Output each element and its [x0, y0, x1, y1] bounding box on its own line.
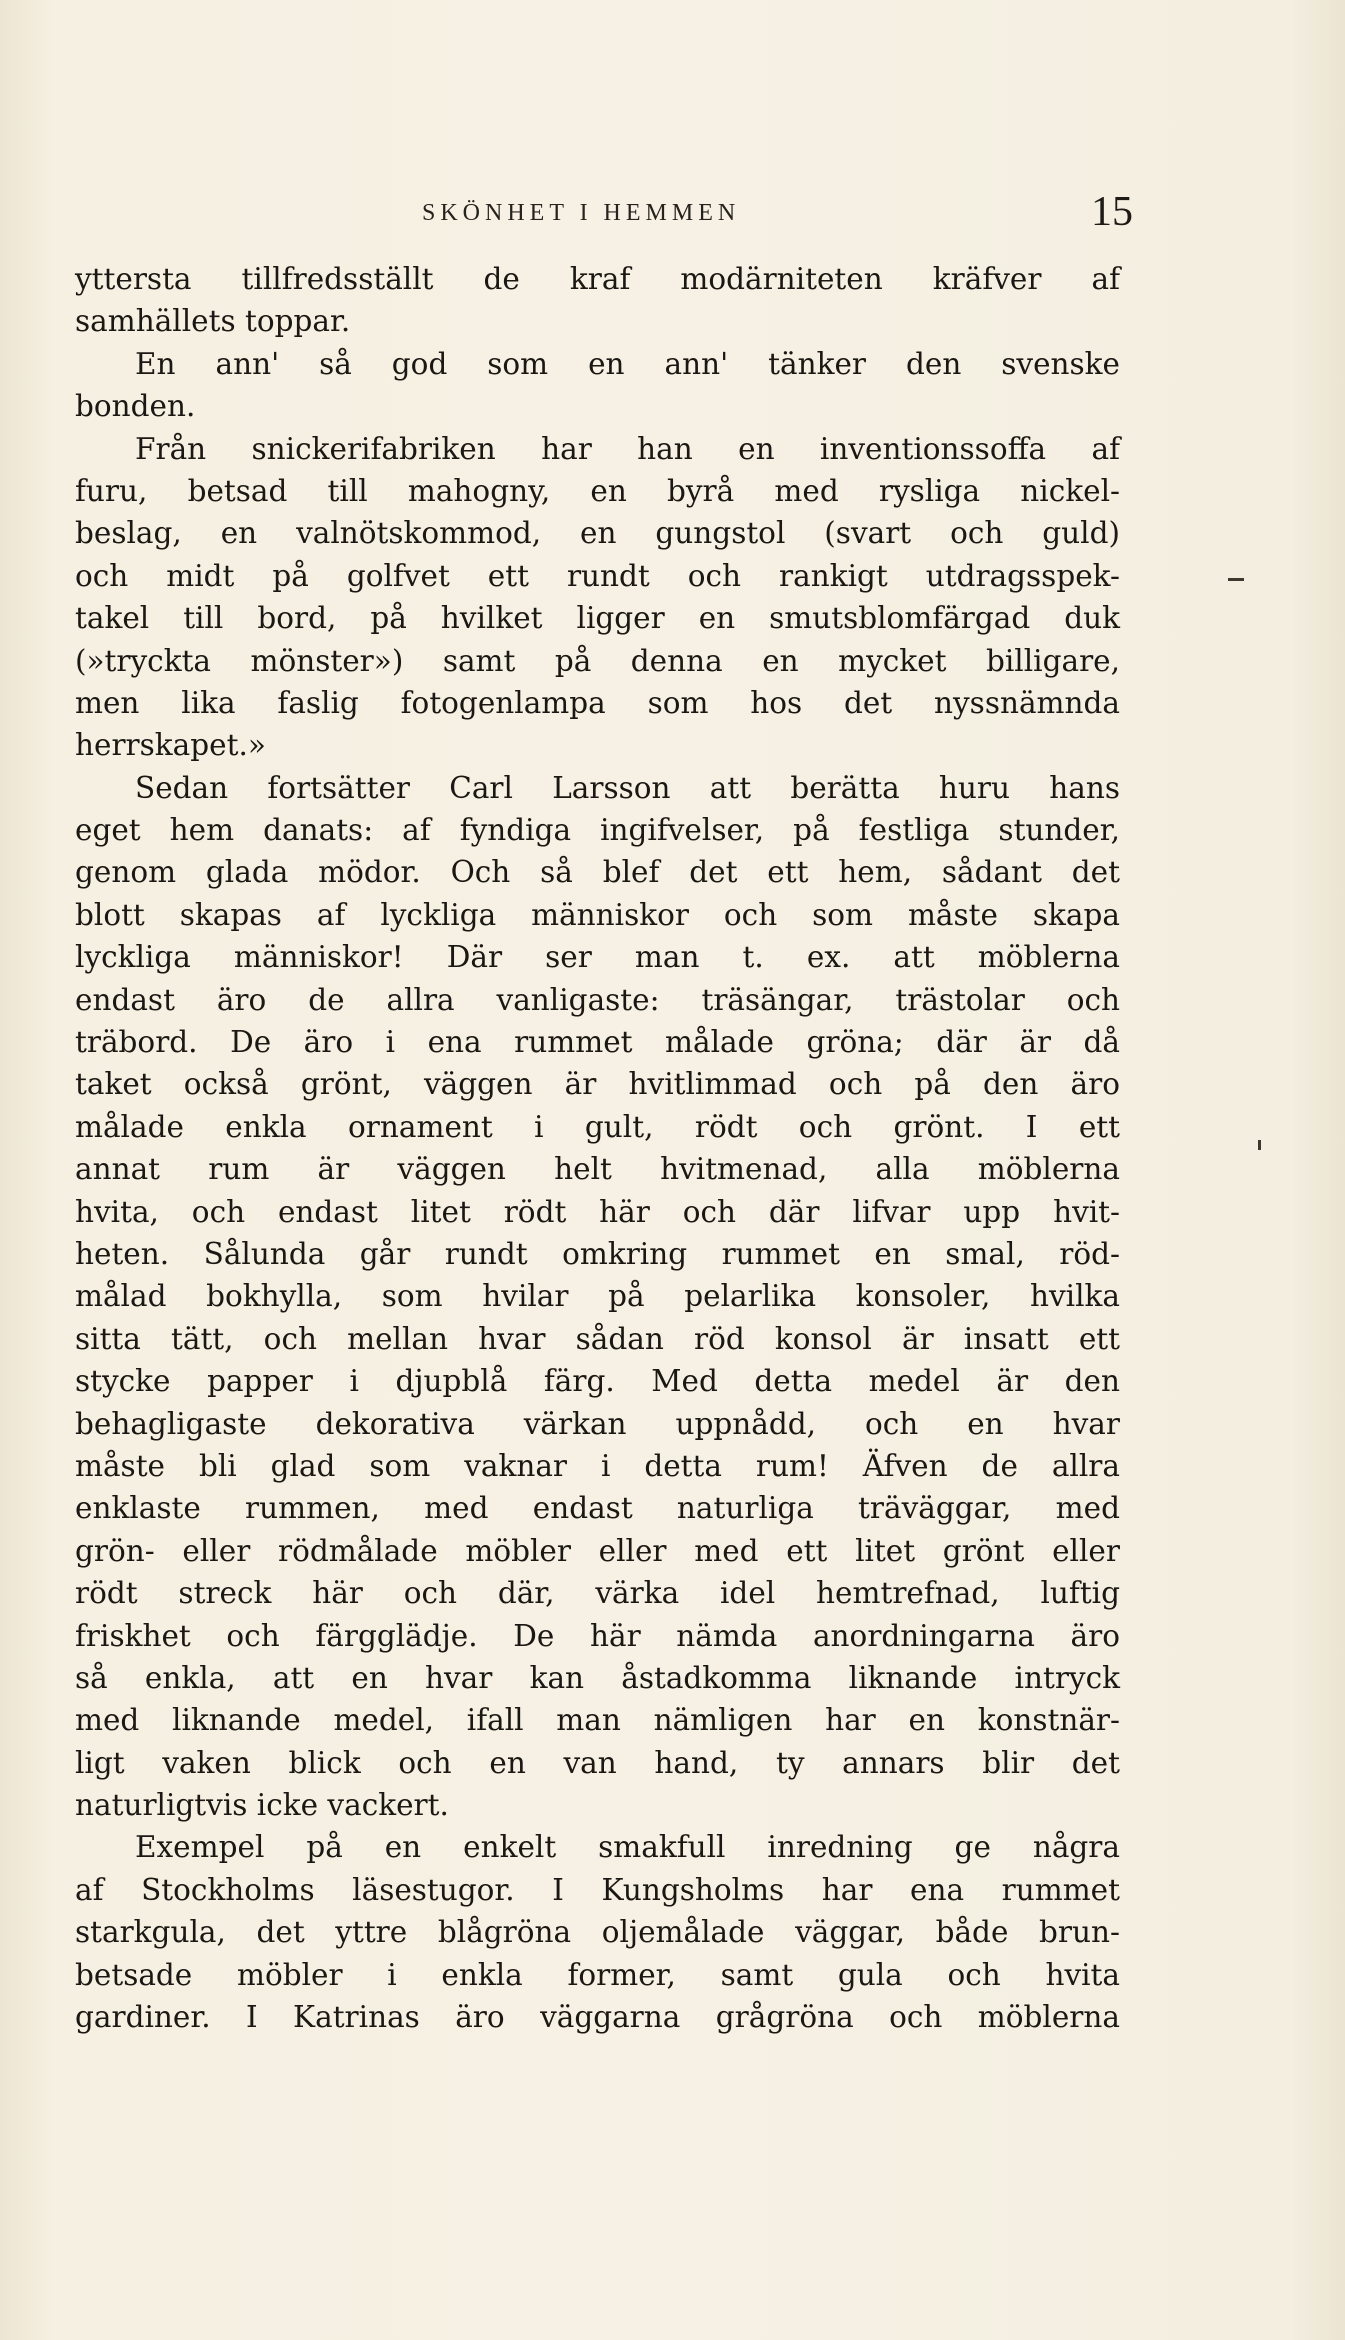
text-line: beslag, en valnötskommod, en gungstol (svart och guld) [75, 516, 1120, 551]
text-line: målad bokhylla, som hvilar på pelarlika konsoler, hvilka [75, 1279, 1120, 1314]
text-line: lyckliga människor! Där ser man t. ex. att möblerna [75, 940, 1120, 975]
page-header [75, 188, 1133, 244]
text-line: takel till bord, på hvilket ligger en smutsblomfärgad duk [75, 601, 1120, 636]
text-line: rödt streck här och där, värka idel hemtrefnad, luftig [75, 1576, 1120, 1611]
text-line: gardiner. I Katrinas äro väggarna grågröna och möblerna [75, 2000, 1120, 2035]
text-line: grön- eller rödmålade möbler eller med ett litet grönt eller [75, 1533, 1120, 1568]
text-line: (»tryckta mönster») samt på denna en mycket billigare, [75, 643, 1120, 678]
text-line: träbord. De äro i ena rummet målade gröna; där är då [75, 1025, 1120, 1060]
text-line: Sedan fortsätter Carl Larsson att berätta huru hans [135, 770, 1120, 805]
text-line: med liknande medel, ifall man nämligen har en konstnär- [75, 1703, 1120, 1738]
text-line: målade enkla ornament i gult, rödt och grönt. I ett [75, 1109, 1120, 1144]
text-line: behagligaste dekorativa värkan uppnådd, och en hvar [75, 1406, 1120, 1441]
text-line: Exempel på en enkelt smakfull inredning ge några [135, 1830, 1120, 1865]
text-line: herrskapet.» [75, 728, 266, 763]
text-line: så enkla, att en hvar kan åstadkomma liknande intryck [75, 1660, 1120, 1695]
text-line: blott skapas af lyckliga människor och som måste skapa [75, 897, 1120, 932]
text-line: stycke papper i djupblå färg. Med detta medel är den [75, 1364, 1120, 1399]
text-line: Från snickerifabriken har han en inventionssoffa af [135, 431, 1120, 466]
text-line: furu, betsad till mahogny, en byrå med rysliga nickel- [75, 473, 1120, 508]
running-head: SKÖNHET I HEMMEN [422, 200, 741, 226]
text-line: ligt vaken blick och en van hand, ty annars blir det [75, 1745, 1120, 1780]
text-line: naturligtvis icke vackert. [75, 1788, 449, 1823]
margin-dot-mark [1256, 1140, 1264, 1152]
text-line: eget hem danats: af fyndiga ingifvelser, på festliga stunder, [75, 813, 1120, 848]
text-line: enklaste rummen, med endast naturliga träväggar, med [75, 1491, 1120, 1526]
text-line: samhällets toppar. [75, 304, 351, 339]
text-line: friskhet och färgglädje. De här nämda anordningarna äro [75, 1618, 1120, 1653]
text-line: af Stockholms läsestugor. I Kungsholms har ena rummet [75, 1872, 1120, 1907]
margin-dash-mark [1228, 577, 1248, 583]
text-line: bonden. [75, 389, 196, 424]
text-line: måste bli glad som vaknar i detta rum! Äfven de allra [75, 1448, 1120, 1483]
text-line: men lika faslig fotogenlampa som hos det nyssnämnda [75, 685, 1120, 720]
text-line: och midt på golfvet ett rundt och rankigt utdragsspek- [75, 558, 1120, 593]
text-line: genom glada mödor. Och så blef det ett hem, sådant det [75, 855, 1120, 890]
text-line: yttersta tillfredsställt de kraf modärniteten kräfver af [75, 262, 1120, 296]
text-line: starkgula, det yttre blågröna oljemålade väggar, både brun- [75, 1915, 1120, 1950]
text-line: taket också grönt, väggen är hvitlimmad och på den äro [75, 1067, 1120, 1102]
text-line: endast äro de allra vanligaste: träsängar, trästolar och [75, 982, 1120, 1017]
body-text [75, 258, 1120, 2038]
text-line: hvita, och endast litet rödt här och där lifvar upp hvit- [75, 1194, 1120, 1229]
text-line: sitta tätt, och mellan hvar sådan röd konsol är insatt ett [75, 1321, 1120, 1356]
text-line: heten. Sålunda går rundt omkring rummet en smal, röd- [75, 1236, 1120, 1271]
text-line: betsade möbler i enkla former, samt gula och hvita [75, 1957, 1120, 1992]
text-line: annat rum är väggen helt hvitmenad, alla möblerna [75, 1152, 1120, 1187]
text-line: En ann' så god som en ann' tänker den svenske [135, 346, 1120, 381]
page-number: 15 [1091, 189, 1133, 235]
